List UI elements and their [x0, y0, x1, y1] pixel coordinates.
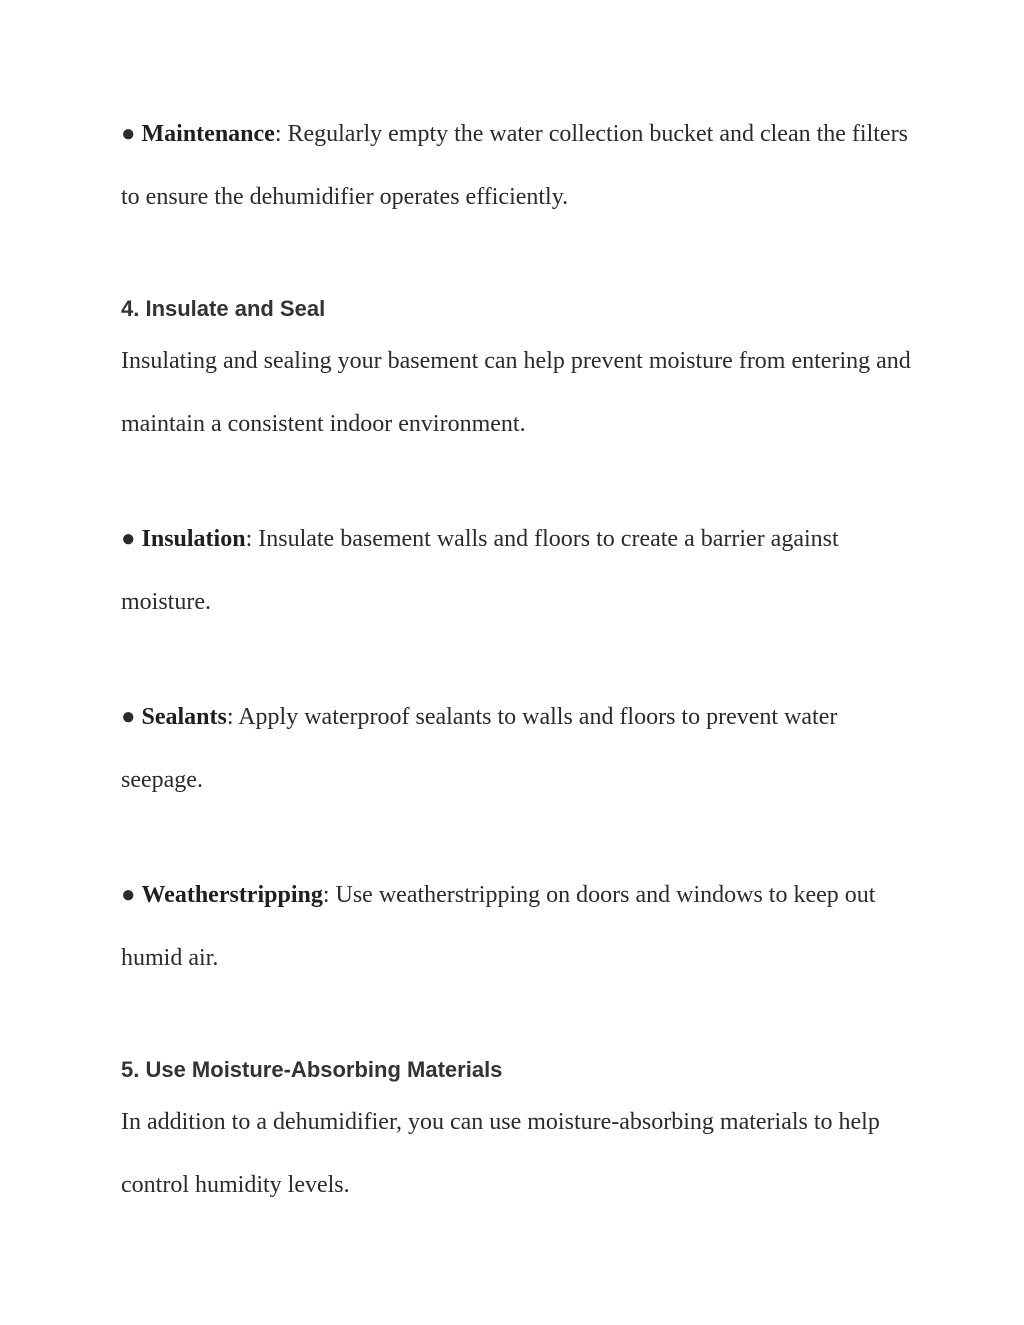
- bullet-sealants: [121, 686, 911, 812]
- bullet-icon: ●: [121, 704, 136, 730]
- bullet-text: : Regularly empty the water collection bucket and clean the filters to ensure the dehumidifier operates efficiently.: [121, 121, 908, 210]
- bullet-maintenance: [121, 103, 911, 229]
- section-heading-materials: [121, 1055, 911, 1085]
- bullet-icon: ●: [121, 882, 136, 908]
- section-intro-materials: [121, 1091, 911, 1217]
- bullet-icon: ●: [121, 121, 136, 147]
- bullet-term: Weatherstripping: [141, 882, 323, 908]
- section-heading: 4. Insulate and Seal: [121, 296, 326, 321]
- bullet-term: Sealants: [141, 704, 227, 730]
- bullet-text: : Use weatherstripping on doors and windows to keep out humid air.: [121, 882, 876, 971]
- bullet-term: Maintenance: [141, 121, 275, 147]
- section-intro-insulate: [121, 330, 911, 456]
- bullet-paragraph: [121, 864, 911, 990]
- bullet-term: Insulation: [141, 526, 246, 552]
- bullet-paragraph: [121, 508, 911, 634]
- bullet-paragraph: [121, 103, 911, 229]
- bullet-icon: ●: [121, 526, 136, 552]
- bullet-weatherstripping: [121, 864, 911, 990]
- section-heading-insulate: [121, 294, 911, 324]
- bullet-paragraph: [121, 686, 911, 812]
- bullet-text: : Apply waterproof sealants to walls and floors to prevent water seepage.: [121, 704, 838, 793]
- bullet-insulation: [121, 508, 911, 634]
- bullet-text: : Insulate basement walls and floors to create a barrier against moisture.: [121, 526, 839, 615]
- intro-paragraph: In addition to a dehumidifier, you can use moisture-absorbing materials to help control humidity levels.: [121, 1109, 880, 1198]
- intro-paragraph: Insulating and sealing your basement can help prevent moisture from entering and maintain a consistent indoor environment.: [121, 348, 911, 437]
- section-heading: 5. Use Moisture-Absorbing Materials: [121, 1057, 503, 1082]
